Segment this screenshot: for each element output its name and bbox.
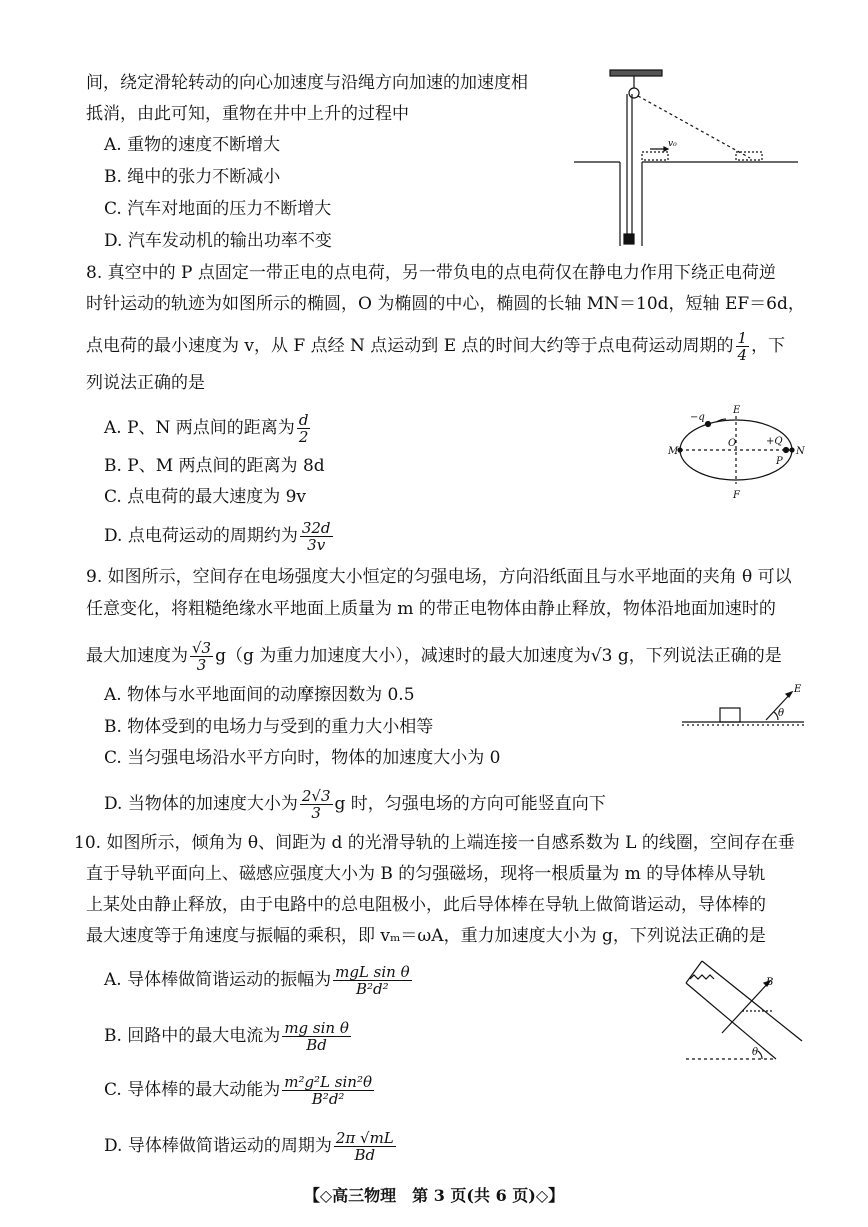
q7-option-b: B. 绳中的张力不断减小 (104, 167, 281, 187)
q10-line4: 最大速度等于角速度与振幅的乘积，即 vₘ＝ωA，重力加速度大小为 g，下列说法正确的是 (86, 926, 766, 946)
q10-option-b: B. 回路中的最大电流为 $\frac{\text{mg sin θ}}{Bd}$ (104, 1019, 349, 1054)
q9-fig-label-theta: θ (778, 708, 785, 719)
q9-option-b: B. 物体受到的电场力与受到的重力大小相等 (104, 717, 434, 737)
q8-fig-label-neg-q: −q (690, 412, 705, 423)
q10-fig-label-theta: θ (752, 1047, 759, 1058)
q8-line3-post: ，下 (751, 336, 786, 356)
q7-pulley-well-figure (570, 66, 800, 251)
q9-option-d: D. 当物体的加速度大小为 $\frac{2√3}{3}$ g 时，匀强电场的方向可能竖直向下 (104, 787, 606, 822)
q8-ellipse-figure (664, 402, 814, 502)
q8-fig-label-n: N (796, 446, 805, 457)
q7-line2: 抵消，由此可知，重物在井中上升的过程中 (86, 104, 409, 124)
q8-fig-label-o: O (728, 438, 737, 449)
q7-option-a: A. 重物的速度不断增大 (104, 135, 281, 155)
q8-line4: 列说法正确的是 (86, 373, 205, 393)
q8-fig-label-p: P (776, 456, 783, 467)
q10-line2: 直于导轨平面向上、磁感应强度大小为 B 的匀强磁场，现将一根质量为 m 的导体棒从导轨 (86, 864, 766, 884)
page-footer: 【◇高三物理 第 3 页(共 6 页)◇】 (303, 1186, 565, 1205)
q9-line2: 任意变化，将粗糙绝缘水平地面上质量为 m 的带正电物体由静止释放，物体沿地面加速时的 (86, 599, 776, 619)
q10-option-c: C. 导体棒的最大动能为 $\frac{\text{m²g²L sin²θ}}{\text{B²d²}}$ (104, 1073, 372, 1108)
q10-line1: 10. 如图所示，倾角为 θ、间距为 d 的光滑导轨的上端连接一自感系数为 L 的线圈，空间存在垂 (74, 833, 795, 853)
q8-line2: 时针运动的轨迹为如图所示的椭圆，O 为椭圆的中心，椭圆的长轴 MN＝10d，短轴 EF＝6d， (86, 294, 805, 314)
q8-fig-label-e: E (733, 405, 741, 416)
q8-fig-label-f: F (733, 490, 740, 501)
q7-fig-v0-label: v₀ (668, 139, 677, 149)
q10-fig-label-b: B (766, 977, 774, 988)
q8-fraction-quarter: $\frac{1}{4}$ (737, 329, 748, 364)
q8-fig-label-pos-q: +Q (766, 436, 783, 447)
q7-option-d: D. 汽车发动机的输出功率不变 (104, 231, 332, 251)
q8-fig-label-m: M (668, 446, 679, 457)
q9-block-field-figure (678, 680, 808, 730)
q10-inclined-rails-figure (682, 955, 812, 1065)
q9-line1: 9. 如图所示，空间存在电场强度大小恒定的匀强电场，方向沿纸面且与水平地面的夹角 θ 可以 (86, 567, 792, 587)
q9-option-c: C. 当匀强电场沿水平方向时，物体的加速度大小为 0 (104, 748, 501, 768)
q10-option-d: D. 导体棒做简谐运动的周期为 $\frac{2\pi √mL}{Bd}$ (104, 1129, 394, 1164)
q8-option-d: D. 点电荷运动的周期约为 $\frac{32d}{3v}$ (104, 519, 331, 554)
q8-line3-pre: 点电荷的最小速度为 v，从 F 点经 N 点运动到 E 点的时间大约等于点电荷运动周期的 (86, 336, 734, 356)
q9-fig-label-e: E (794, 684, 802, 695)
q8-option-b: B. P、M 两点间的距离为 8d (104, 456, 325, 476)
q10-option-a: A. 导体棒做简谐运动的振幅为 $\frac{\text{mgL sin θ}}{\text{B²d²}}$ (104, 963, 410, 998)
q9-line3: 最大加速度为 $\frac{√3}{3}$ g（g 为重力加速度大小），减速时的最大加速度为√3 g，下列说法正确的是 (86, 639, 782, 674)
q7-option-c: C. 汽车对地面的压力不断增大 (104, 199, 332, 219)
q8-line1: 8. 真空中的 P 点固定一带正电的点电荷，另一带负电的点电荷仅在静电力作用下绕正电荷逆 (86, 263, 776, 283)
q9-option-a: A. 物体与水平地面间的动摩擦因数为 0.5 (104, 685, 415, 705)
q7-line1: 间，绕定滑轮转动的向心加速度与沿绳方向加速的加速度相 (86, 73, 528, 93)
q8-option-a: A. P、N 两点间的距离为 $\frac{d}{2}$ (104, 411, 309, 446)
q10-line3: 上某处由静止释放，由于电路中的总电阻极小，此后导体棒在导轨上做简谐运动，导体棒的 (86, 895, 766, 915)
q8-option-c: C. 点电荷的最大速度为 9v (104, 487, 307, 507)
q8-line3 (86, 330, 785, 363)
